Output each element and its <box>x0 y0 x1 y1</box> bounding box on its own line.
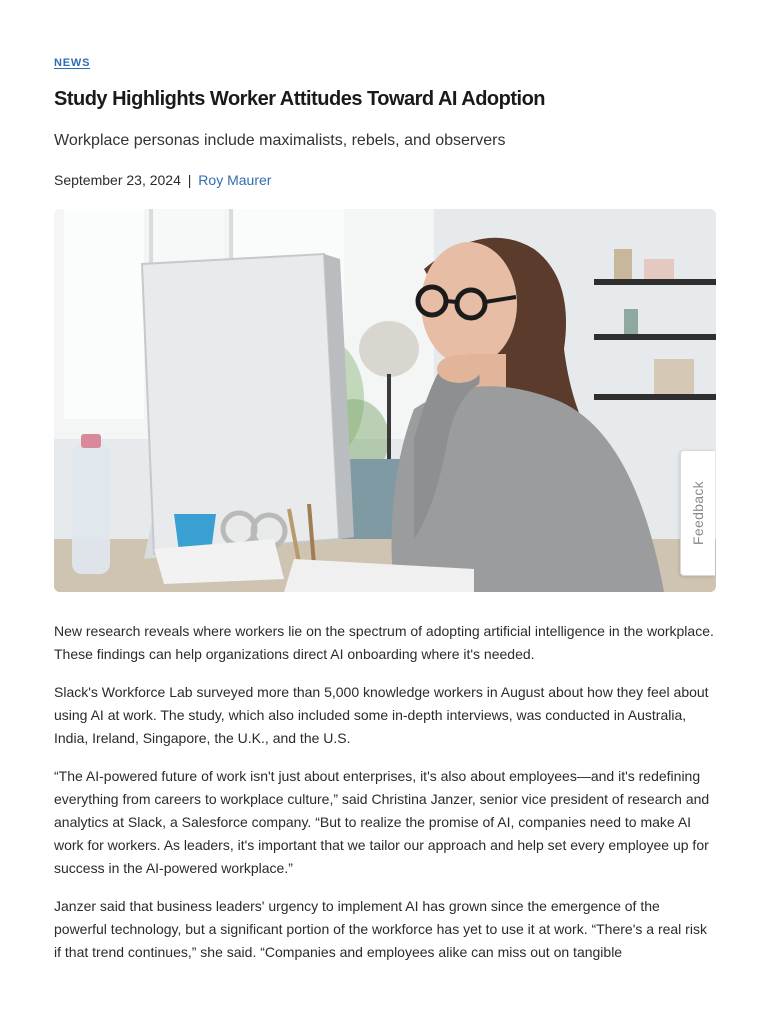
feedback-label: Feedback <box>690 481 707 545</box>
byline-separator: | <box>187 172 192 188</box>
article-title: Study Highlights Worker Attitudes Toward AI Adoption <box>54 88 546 110</box>
hero-image <box>54 209 716 592</box>
category-link[interactable]: NEWS <box>54 57 91 69</box>
paragraph-4: Janzer said that business leaders' urgency to implement AI has grown since the emergence of the powerful technology, but a significant portion of the workforce has yet to use it at work. “There's a real risk if that trend continues,” she said. “Companies and employees alike can miss out on tangible <box>54 898 707 960</box>
publish-date: September 23, 2024 <box>54 172 181 188</box>
hero-photo-illustration <box>54 209 716 592</box>
author-link[interactable]: Roy Maurer <box>198 172 272 188</box>
byline <box>54 172 271 188</box>
paragraph-1: New research reveals where workers lie on the spectrum of adopting artificial intelligence in the workplace. These findings can help organizations direct AI onboarding where it's needed. <box>54 623 714 662</box>
feedback-button[interactable] <box>680 450 715 576</box>
article-body <box>54 620 716 979</box>
article-subtitle: Workplace personas include maximalists, rebels, and observers <box>54 132 506 149</box>
paragraph-3: “The AI-powered future of work isn't just about enterprises, it's also about employees—and it's redefining everything from careers to workplace culture,” said Christina Janzer, senior vice president of research and analytics at Slack, a Salesforce company. “But to realize the promise of AI, companies need to make AI work for workers. As leaders, it's important that we tailor our approach and help set every employee up for success in the AI-powered workplace.” <box>54 768 710 876</box>
paragraph-2: Slack's Workforce Lab surveyed more than 5,000 knowledge workers in August about how they feel about using AI at work. The study, which also included some in-depth interviews, was conducted in Australia, India, Ireland, Singapore, the U.K., and the U.S. <box>54 684 709 746</box>
